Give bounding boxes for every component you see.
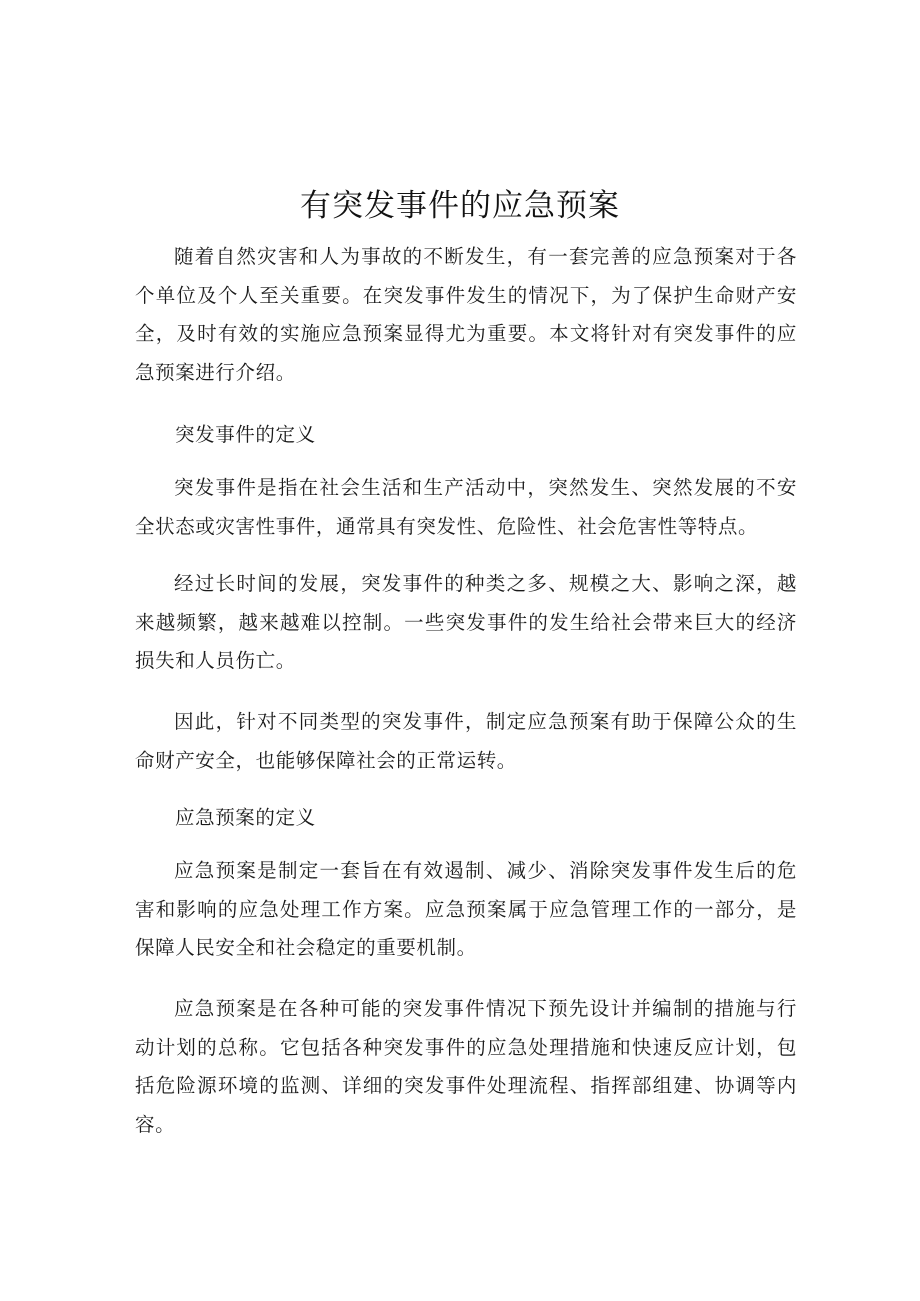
event-definition-paragraph: 突发事件是指在社会生活和生产活动中，突然发生、突然发展的不安全状态或灾害性事件，通常具有突发性、危险性、社会危害性等特点。 — [135, 476, 797, 538]
section-heading-emergency-event-definition: 突发事件的定义 — [175, 423, 316, 446]
page-title: 有突发事件的应急预案 — [300, 188, 620, 224]
plan-definition-paragraph: 应急预案是制定一套旨在有效遏制、减少、消除突发事件发生后的危害和影响的应急处理工作方案。应急预案属于应急管理工作的一部分，是保障人民安全和社会稳定的重要机制。 — [135, 859, 797, 959]
event-development-paragraph: 经过长时间的发展，突发事件的种类之多、规模之大、影响之深，越来越频繁，越来越难以控制。一些突发事件的发生给社会带来巨大的经济损失和人员伤亡。 — [135, 572, 797, 672]
plan-contents-paragraph: 应急预案是在各种可能的突发事件情况下预先设计并编制的措施与行动计划的总称。它包括各种突发事件的应急处理措施和快速反应计划，包括危险源环境的监测、详细的突发事件处理流程、指挥部组建、协调等内容。 — [135, 997, 797, 1136]
intro-paragraph: 随着自然灾害和人为事故的不断发生，有一套完善的应急预案对于各个单位及个人至关重要。在突发事件发生的情况下，为了保护生命财产安全，及时有效的实施应急预案显得尤为重要。本文将针对有突发事件的应急预案进行介绍。 — [135, 245, 797, 384]
section-heading-emergency-plan-definition: 应急预案的定义 — [175, 806, 316, 829]
event-conclusion-paragraph: 因此，针对不同类型的突发事件，制定应急预案有助于保障公众的生命财产安全，也能够保障社会的正常运转。 — [135, 710, 797, 772]
